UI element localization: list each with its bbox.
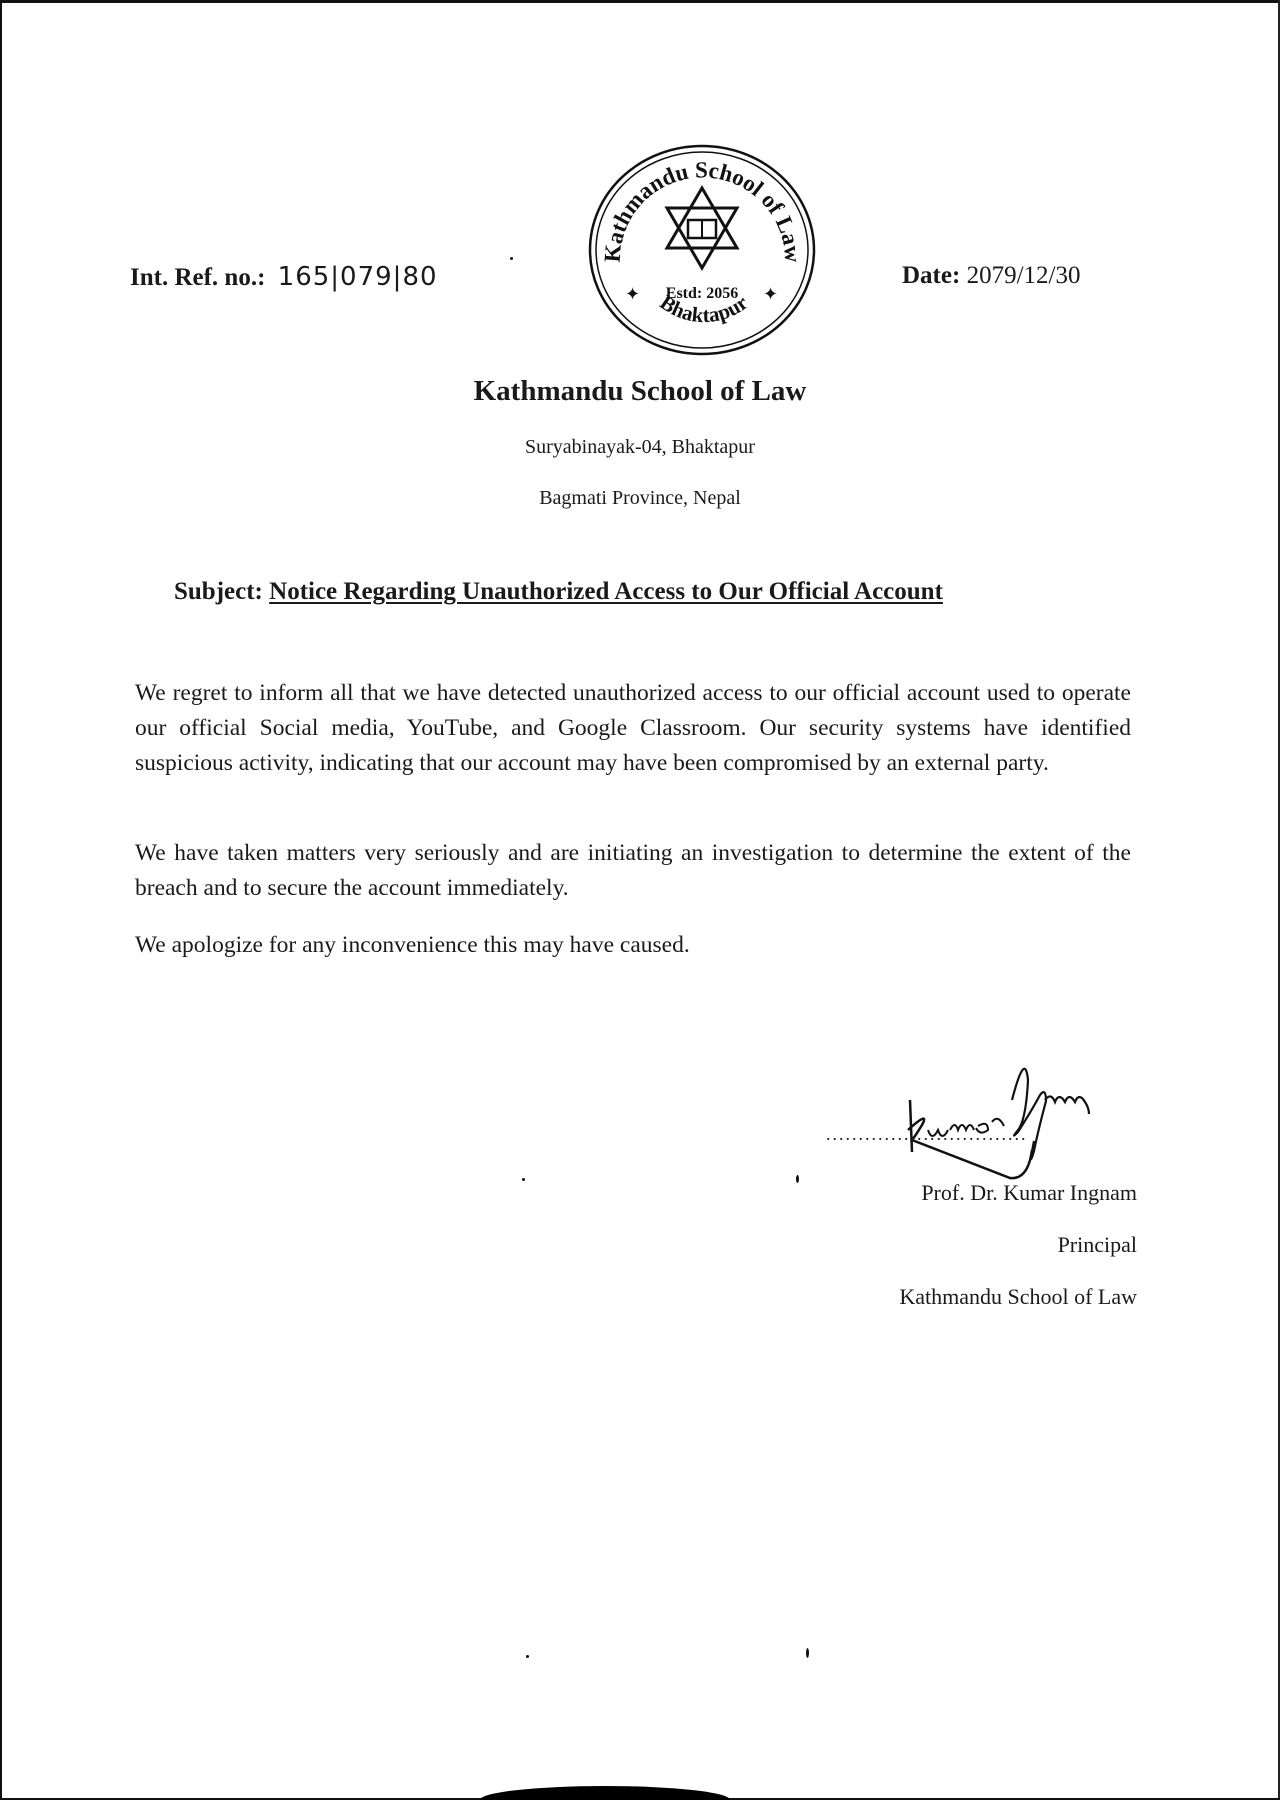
body-paragraph: We regret to inform all that we have detected unauthorized access to our official account used to operate our official Social media, YouTube, and Google Classroom. Our security systems have identified suspicious activity, indicating that our account may have been compromised by an external party.: [135, 680, 1131, 776]
date-value: 2079/12/30: [966, 262, 1081, 289]
svg-text:✦: ✦: [763, 284, 779, 304]
signature-line: ...............................: [826, 1124, 1028, 1144]
scan-speck: [522, 1178, 525, 1181]
scan-edge-top: [0, 0, 1280, 3]
address-line-1: Suryabinayak-04, Bhaktapur: [525, 436, 755, 458]
scan-speck: [526, 1655, 529, 1658]
body-paragraph: We apologize for any inconvenience this may have caused.: [135, 932, 690, 958]
svg-text:Kathmandu School of Law: Kathmandu School of Law: [599, 157, 806, 264]
subject-text: Notice Regarding Unauthorized Access to Our Official Account: [269, 578, 943, 605]
reference-number: [130, 262, 438, 292]
svg-text:Bhaktapur: Bhaktapur: [655, 290, 753, 328]
body-paragraph: We have taken matters very seriously and are initiating an investigation to determine the extent of the breach and to secure the account immediately.: [135, 840, 1131, 901]
reference-value: 165|079|80: [277, 262, 438, 292]
handwritten-signature: [900, 1060, 1130, 1180]
scan-speck: [510, 257, 513, 260]
document-date: [902, 262, 1080, 290]
subject-label: Subject:: [174, 578, 263, 605]
reference-label: Int. Ref. no.:: [130, 264, 266, 291]
scan-edge-left: [0, 0, 2, 1800]
scan-speck: [796, 1175, 799, 1183]
svg-text:✦: ✦: [625, 284, 641, 304]
signatory-name: Prof. Dr. Kumar Ingnam: [921, 1180, 1137, 1205]
institution-name: Kathmandu School of Law: [473, 375, 807, 407]
address-line-2: Bagmati Province, Nepal: [539, 487, 741, 509]
seal-icon: [585, 140, 820, 360]
signatory-organization: Kathmandu School of Law: [899, 1284, 1137, 1309]
svg-text:Estd: 2056: Estd: 2056: [665, 285, 739, 302]
scan-speck: [806, 1648, 809, 1658]
date-label: Date:: [902, 262, 961, 289]
school-seal: [585, 140, 820, 360]
signature-icon: [900, 1060, 1130, 1180]
subject-line: [174, 578, 943, 606]
signatory-title: Principal: [1057, 1232, 1137, 1257]
scan-artifact: [480, 1786, 730, 1800]
